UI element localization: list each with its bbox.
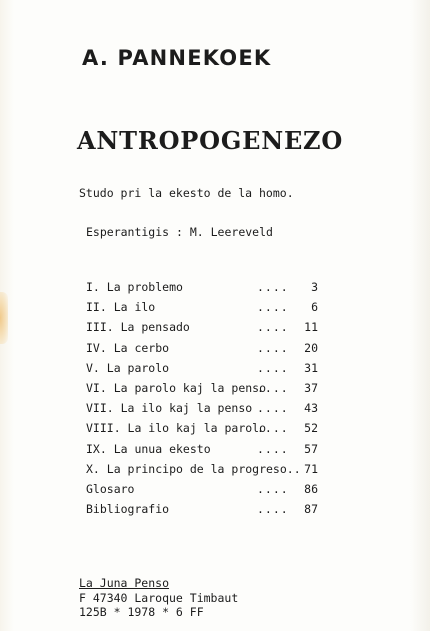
toc-entry-leader: .... [257, 280, 289, 294]
toc-entry-label: V. La parolo [86, 360, 170, 375]
toc-entry-label: III. La pensado [86, 320, 190, 335]
toc-entry-leader: .... [257, 340, 289, 355]
toc-entry-page: 20 [304, 340, 318, 355]
toc-entry-label: VIII. La ilo kaj la parolo [86, 421, 267, 436]
toc-entry [86, 401, 318, 421]
toc-entry-label: X. La principo de la progreso.. [86, 461, 301, 476]
toc-entry-page: 6 [311, 300, 318, 315]
toc-entry-leader: .... [257, 502, 289, 517]
toc-entry-label: VI. La parolo kaj la penso [86, 380, 267, 395]
publisher-edition: 125B * 1978 * 6 FF [79, 605, 204, 619]
toc-entry-page: 71 [304, 461, 318, 476]
toc-entry [86, 442, 318, 462]
toc-entry-page: 11 [304, 320, 318, 335]
toc-entry-leader: .... [257, 360, 289, 375]
toc-entry [86, 502, 318, 522]
toc-entry-label: Bibliografio [86, 502, 170, 517]
toc-entry-label: VII. La ilo kaj la penso [86, 401, 253, 416]
book-title: ANTROPOGENEZO [77, 126, 344, 155]
toc-entry-page: 43 [304, 401, 318, 416]
publisher-name: La Juna Penso [79, 576, 170, 590]
table-of-contents [86, 280, 318, 522]
toc-entry [86, 361, 318, 381]
toc-entry [86, 280, 318, 300]
toc-entry-label: II. La ilo [86, 300, 156, 315]
toc-entry-page: 37 [304, 380, 318, 395]
translator-credit: Esperantigis : M. Leereveld [86, 225, 273, 239]
toc-entry [86, 482, 318, 502]
toc-entry [86, 320, 318, 340]
paper-stain [0, 292, 8, 344]
toc-entry-page: 87 [304, 502, 318, 517]
book-subtitle: Studo pri la ekesto de la homo. [79, 186, 294, 200]
toc-entry-leader: .... [257, 380, 289, 395]
toc-entry-leader: .... [257, 300, 289, 315]
toc-entry-page: 52 [304, 421, 318, 436]
toc-entry [86, 462, 318, 482]
toc-entry [86, 381, 318, 401]
toc-entry-page: 57 [304, 441, 318, 456]
toc-entry-leader: .... [257, 401, 289, 416]
toc-entry-page: 31 [304, 360, 318, 375]
publisher-address: F 47340 Laroque Timbaut [79, 590, 239, 605]
toc-entry-page: 86 [304, 481, 318, 496]
publisher-block [79, 576, 238, 620]
toc-entry-leader: .... [257, 481, 289, 496]
toc-entry [86, 341, 318, 361]
author-name: A. PANNEKOEK [82, 46, 272, 70]
toc-entry-leader: .... [257, 320, 289, 335]
toc-entry-leader: .... [257, 421, 289, 436]
toc-entry-label: I. La problemo [86, 280, 183, 294]
toc-entry-label: IX. La unua ekesto [86, 441, 211, 456]
toc-entry [86, 300, 318, 320]
toc-entry-label: IV. La cerbo [86, 340, 170, 355]
toc-entry [86, 421, 318, 441]
toc-entry-page: 3 [311, 280, 318, 294]
toc-entry-leader: .... [257, 441, 289, 456]
toc-entry-label: Glosaro [86, 481, 135, 496]
